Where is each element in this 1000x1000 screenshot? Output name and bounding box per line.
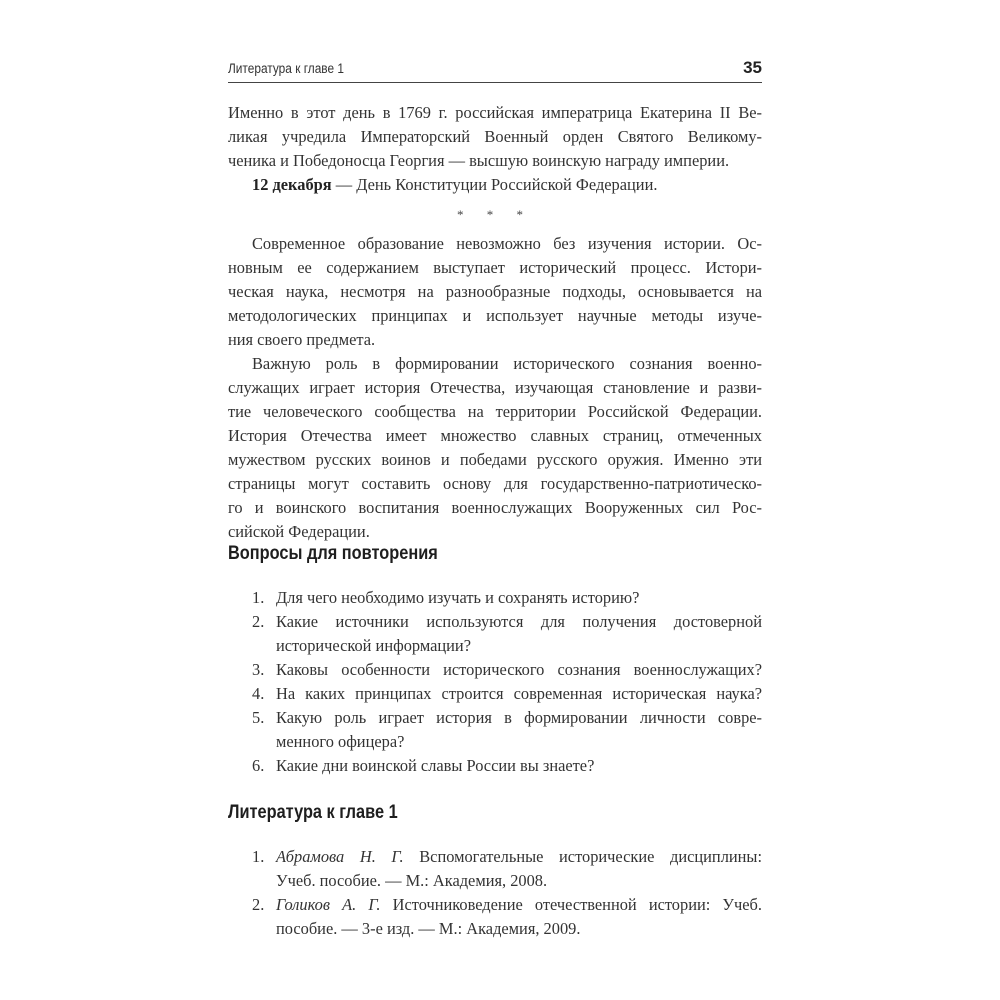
date-entry [252, 174, 762, 196]
question-text: исторической информации? [276, 636, 471, 655]
question-text: На каких принципах строится современная историческая наука? [276, 684, 762, 703]
reference-author: Абрамова Н. Г. [276, 847, 404, 866]
reference-title: Вспомогательные исторические дисциплины: [403, 847, 762, 866]
question-number: 4. [252, 684, 265, 703]
text-line: Именно в этот день в 1769 г. российская императрица Екатерина II Ве- [228, 103, 762, 122]
question-number: 2. [252, 612, 265, 631]
question-number: 6. [252, 756, 265, 775]
running-head [228, 58, 762, 83]
date-description: — День Конституции Российской Федерации. [331, 175, 658, 194]
questions-heading: Вопросы для повторения [228, 543, 438, 564]
text-line: Современное образование невозможно без изучения истории. Ос- [252, 234, 762, 253]
question-text: Каковы особенности исторического сознания военнослужащих? [276, 660, 762, 679]
reference-text: пособие. — 3-е изд. — М.: Академия, 2009. [276, 919, 581, 938]
question-text: Для чего необходимо изучать и сохранять историю? [276, 588, 640, 607]
text-line: Важную роль в формировании исторического сознания военно- [252, 354, 762, 373]
question-number: 3. [252, 660, 265, 679]
reference-author: Голиков А. Г. [276, 895, 381, 914]
question-text: менного офицера? [276, 732, 405, 751]
text-line: История Отечества имеет множество славных страниц, отмеченных [228, 426, 762, 445]
reference-text [276, 846, 762, 868]
reference-text: Учеб. пособие. — М.: Академия, 2008. [276, 871, 548, 890]
reference-title: Источниковедение отечественной истории: Учеб. [380, 895, 762, 914]
literature-heading: Литература к главе 1 [228, 802, 398, 823]
section-separator: * * * [457, 207, 533, 222]
text-line: страницы могут составить основу для государственно-патриотическо- [228, 474, 762, 493]
text-line: мужеством русских воинов и победами русского оружия. Именно эти [228, 450, 762, 469]
text-line: го и воинского воспитания военнослужащих Вооруженных сил Рос- [228, 498, 762, 517]
text-line: методологических принципах и использует научные методы изуче- [228, 306, 762, 325]
reference-number: 1. [252, 847, 265, 866]
text-line: новным ее содержанием выступает исторический процесс. Истори- [228, 258, 762, 277]
question-number: 5. [252, 708, 265, 727]
date-label: 12 декабря [252, 175, 332, 194]
text-line: сийской Федерации. [228, 522, 370, 541]
text-line: ченика и Победоносца Георгия — высшую воинскую награду империи. [228, 151, 730, 170]
reference-text [276, 894, 762, 916]
text-line: тие человеческого сообщества на территории Российской Федерации. [228, 402, 762, 421]
running-head-title: Литература к главе 1 [228, 61, 345, 76]
text-line: служащих играет история Отечества, изучающая становление и разви- [228, 378, 762, 397]
text-line: ния своего предмета. [228, 330, 376, 349]
question-text: Какие источники используются для получения достоверной [276, 612, 762, 631]
text-line: ликая учредила Императорский Военный орден Святого Великому- [228, 127, 762, 146]
page-number: 35 [743, 58, 762, 77]
reference-number: 2. [252, 895, 265, 914]
text-line: ческая наука, несмотря на разнообразные подходы, основывается на [228, 282, 762, 301]
question-text: Какую роль играет история в формировании личности совре- [276, 708, 762, 727]
question-text: Какие дни воинской славы России вы знаете? [276, 756, 595, 775]
question-number: 1. [252, 588, 265, 607]
